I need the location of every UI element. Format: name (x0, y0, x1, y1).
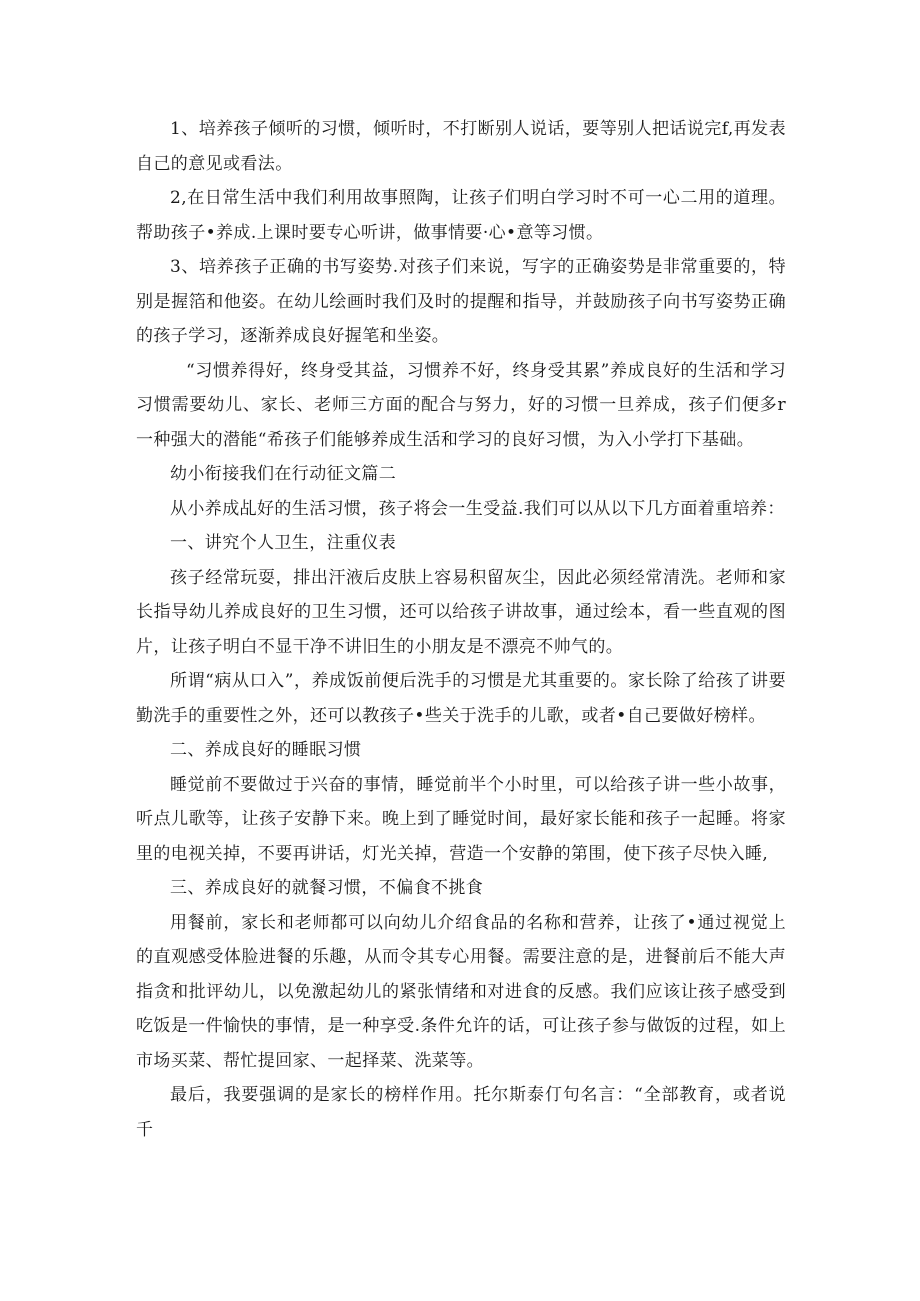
document-body (136, 112, 786, 1147)
paragraph-listening-habit: 1、培养孩子倾听的习惯，倾听时，不打断别人说话，要等别人把话说完f,再发表自己的意见或看法。 (136, 119, 786, 174)
heading-eating: 三、养成良好的就餐习惯，不偏食不挑食 (170, 878, 484, 898)
paragraph-focus-habit: 2,在日常生活中我们利用故事照陶，让孩子们明白学习时不可一心二用的道理。帮助孩子•养成.上课时要专心听讲，做事情要·心•意等习惯。 (136, 188, 786, 243)
paragraph-role-model: 最后，我要强调的是家长的榜样作用。托尔斯泰仃句名言：“全部教育，或者说千 (136, 1085, 786, 1140)
paragraph-hygiene: 孩子经常玩耍，排出汗液后皮肤上容易积留灰尘，因此必须经常清洗。老师和家长指导幼儿养成良好的卫生习惯，还可以给孩子讲故事，通过绘本，看一些直观的图片，让孩子明白不显干净不讲旧生的小朋友是不漂亮不帅气的。 (136, 567, 786, 657)
paragraph-writing-posture: 3、培养孩子正确的书写姿势.对孩子们来说，写字的正确姿势是非常重要的，特别是握箔和他姿。在幼儿绘画时我们及时的提醒和指导，并鼓励孩子向书写姿势正确的孩子学习，逐渐养成良好握笔和坐姿。 (136, 257, 786, 346)
paragraph-eating: 用餐前，家长和老师都可以向幼儿介绍食品的名称和营养，让孩了•通过视觉上的直观感受体脸进餐的乐趣，从而令其专心用餐。需要注意的是，进餐前后不能大声指贪和批评幼儿，以免激起幼儿的紧张情绪和对进食的反感。我们应该让孩子感受到吃饭是一件愉快的事情，是一种享受.条件允许的话，可让孩子参与做饭的过程，如上市场买菜、帮忙提回家、一起择菜、洗菜等。 (136, 912, 786, 1071)
heading-hygiene: 一、讲究个人卫生，注重仪表 (170, 533, 397, 553)
paragraph-handwashing: 所谓“病从口入”，养成饭前便后洗手的习惯是尤其重要的。家长除了给孩了讲要勤洗手的重要性之外，还可以教孩子•些关于洗手的儿歌，或者•自己要做好榜样。 (136, 671, 786, 726)
heading-sleep: 二、养成良好的睡眠习惯 (170, 740, 362, 760)
section-title-essay-two: 幼小衔接我们在行动征文篇二 (170, 464, 397, 484)
paragraph-intro: 从小养成乩好的生活习惯，孩子将会一生受益.我们可以从以下几方面着重培养： (170, 498, 785, 519)
paragraph-habit-quote: “习惯养得好，终身受其益，习惯养不好，终身受其累”养成良好的生活和学习习惯需要幼儿、家长、老师三方面的配合与努力，好的习惯一旦养成，孩子们便多r一种强大的潜能“希孩子们能够养成生活和学习的良好习惯，为入小学打下基础。 (136, 360, 786, 450)
paragraph-sleep: 睡觉前不要做过于兴奋的事情，睡觉前半个小时里，可以给孩子讲一些小故事，听点儿歌等，让孩子安静下来。晚上到了睡觉时间，最好家长能和孩子一起睡。将家里的电视关掉，不要再讲话，灯光关掉，营造一个安静的第围，使下孩子尽快入睡, (136, 774, 786, 864)
